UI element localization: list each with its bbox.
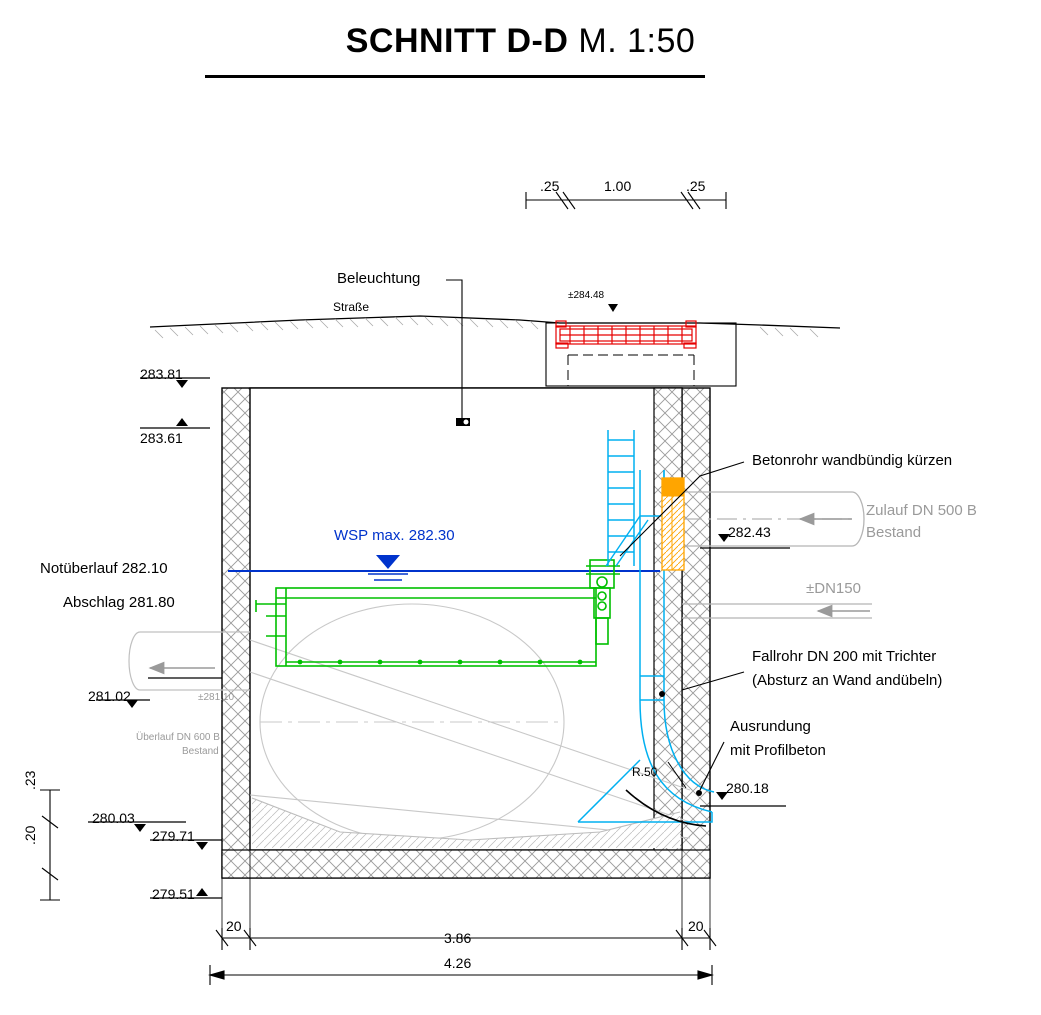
label-radius: R.50 — [632, 765, 658, 779]
elevation-283-61: 283.61 — [140, 430, 183, 446]
label-beleuchtung: Beleuchtung — [337, 270, 421, 287]
label-betonrohr: Betonrohr wandbündig kürzen — [752, 452, 953, 469]
elevation-281-02: 281.02 — [88, 688, 131, 704]
orange-connector — [662, 478, 684, 570]
dim-bottom-right: 20 — [688, 918, 704, 934]
label-ueberlauf-2: Bestand — [182, 746, 219, 757]
label-strasse: Straße — [333, 300, 370, 314]
elevation-279-51: 279.51 — [152, 886, 195, 902]
label-zulauf-dn500: Zulauf DN 500 B — [866, 502, 977, 519]
label-fallrohr-1: Fallrohr DN 200 mit Trichter — [752, 648, 937, 665]
label-ausrundung-1: Ausrundung — [730, 718, 811, 735]
label-elev-small: ±281.10 — [198, 692, 235, 703]
top-dimension-line — [526, 192, 726, 209]
dim-left-020: .20 — [22, 825, 38, 845]
elevation-279-71: 279.71 — [152, 828, 195, 844]
dim-top-right: .25 — [686, 178, 706, 194]
elevation-280-03: 280.03 — [92, 810, 135, 826]
label-top-level: ±284.48 — [568, 290, 605, 301]
label-dn150: ±DN150 — [806, 580, 861, 597]
dim-bottom-center: 3.86 — [444, 930, 472, 946]
elevation-283-81: 283.81 — [140, 366, 183, 382]
manhole-cover-red — [556, 321, 696, 348]
dim-bottom-total: 4.26 — [444, 955, 472, 971]
cover-opening-dashed — [568, 355, 694, 386]
title-main: SCHNITT D-D — [345, 22, 569, 60]
label-wsp-max: WSP max. 282.30 — [334, 527, 455, 544]
label-ueberlauf-1: Überlauf DN 600 B — [136, 732, 220, 743]
top-level-marker — [608, 304, 618, 312]
elevation-282-43: 282.43 — [728, 524, 771, 540]
dim-left-023: .23 — [22, 770, 38, 790]
dim-bottom-left: 20 — [226, 918, 242, 934]
left-small-dimension — [40, 790, 60, 900]
label-fallrohr-2: (Absturz an Wand andübeln) — [752, 672, 943, 689]
label-abschlag: Abschlag 281.80 — [63, 594, 175, 611]
label-notueberlauf: Notüberlauf 282.10 — [40, 560, 168, 577]
elevation-280-18: 280.18 — [726, 780, 769, 796]
label-zulauf-bestand: Bestand — [866, 524, 922, 541]
dim-top-left: .25 — [540, 178, 560, 194]
dim-top-center: 1.00 — [604, 178, 632, 194]
terrain-hatch — [155, 317, 818, 338]
label-ausrundung-2: mit Profilbeton — [730, 742, 826, 759]
shaft-structure — [222, 388, 710, 878]
title-scale: M. 1:50 — [578, 22, 696, 60]
